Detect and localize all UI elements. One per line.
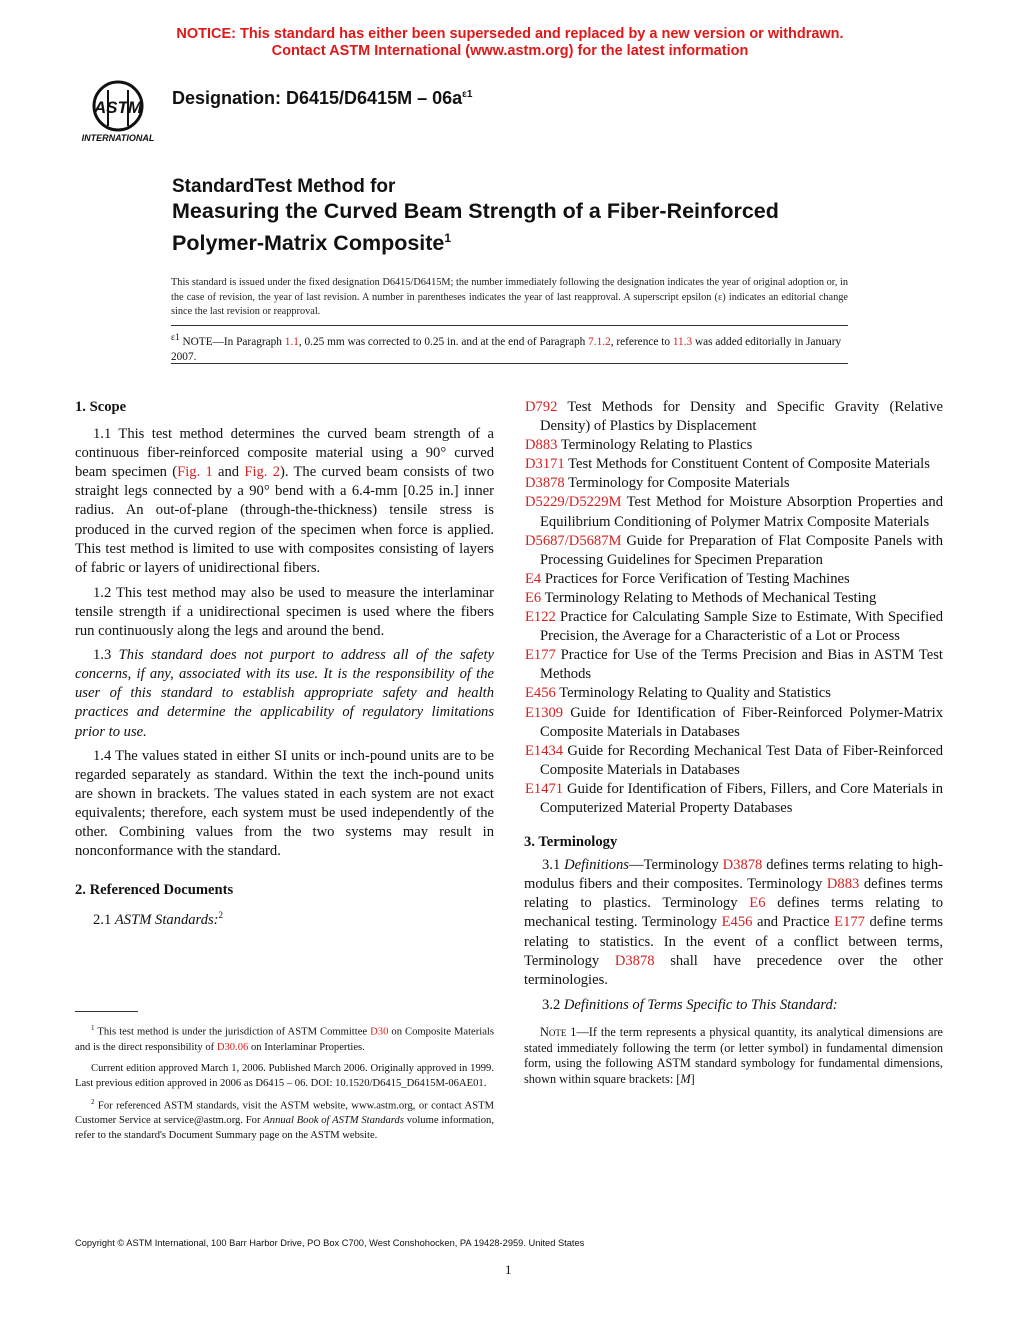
referenced-documents-heading: 2. Referenced Documents <box>75 882 234 899</box>
scope-1-1-text-2: ). The curved beam consists of two straight legs connected by a 90° bend with a 6.4-mm [0.25 in.] inner radius. An out-of-plane (through-the-thickness) tensile stress is produced in the curved region of the specimen when force is applied. This test method is limited to use with composites consisting of layers of fabric or layers of unidirectional fibers. <box>75 464 495 576</box>
designation <box>172 88 472 109</box>
reference-title: Practices for Force Verification of Testing Machines <box>541 570 850 587</box>
terminology-para-3-1 <box>524 856 943 990</box>
title-footnote-mark: 1 <box>444 231 452 245</box>
reference-code-link[interactable]: D792 <box>525 399 558 415</box>
notice-line-2: Contact ASTM International (www.astm.org) for the latest information <box>271 43 749 59</box>
ref-e456-link[interactable]: E456 <box>721 914 753 931</box>
scope-1-1-and: and <box>212 464 245 481</box>
editorial-note <box>171 331 848 365</box>
reference-title: Guide for Preparation of Flat Composite Panels with Processing Guidelines for Specimen Preparation <box>540 532 943 568</box>
scope-heading: 1. Scope <box>75 399 127 415</box>
ref-e6-link[interactable]: E6 <box>749 895 766 912</box>
term-3-2-text: Definitions of Terms Specific to This Standard: <box>563 996 838 1013</box>
reference-item <box>509 474 943 493</box>
reference-item <box>509 436 943 455</box>
note-1-m: M <box>680 1071 691 1086</box>
divider-bottom <box>171 363 848 364</box>
committee-d30-link[interactable]: D30 <box>370 1026 389 1038</box>
term-3-1-num: 3.1 <box>542 857 565 874</box>
reference-code-link[interactable]: E4 <box>525 570 542 587</box>
figure-2-link[interactable]: Fig. 2 <box>244 464 280 481</box>
note-1-text: —If the term represents a physical quantity, its analytical dimensions are stated immediately following the term (or letter symbol) in fundamental dimension form, using the following ASTM standard symbology for fundamental dimensions, shown within square brackets: [ <box>524 1024 943 1086</box>
reference-code-link[interactable]: E1309 <box>525 704 564 721</box>
divider-top <box>171 325 848 326</box>
withdrawn-notice <box>0 26 1020 60</box>
designation-label: Designation: D6415/D6415M – 06a <box>172 88 463 108</box>
ref-e177-link[interactable]: E177 <box>834 914 865 931</box>
reference-title: Terminology Relating to Plastics <box>557 437 753 454</box>
paragraph-link-11-3[interactable]: 11.3 <box>672 335 693 348</box>
reference-code-link[interactable]: E122 <box>525 609 556 626</box>
subcommittee-d30-06-link[interactable]: D30.06 <box>216 1041 249 1053</box>
reference-title: Terminology Relating to Quality and Statistics <box>555 685 831 702</box>
left-column <box>75 398 494 930</box>
note-text-2: , 0.25 mm was corrected to 0.25 in. and at the end of Paragraph <box>298 335 589 348</box>
scope-1-3-num: 1.3 <box>93 647 119 664</box>
scope-1-3-text: This standard does not purport to address all of the safety concerns, if any, associated with its use. It is the responsibility of the user of this standard to establish appropriate safety and health practices and determine the applicability of regulatory limitations prior to use. <box>75 647 494 740</box>
title-line-3 <box>172 225 779 257</box>
reference-title: Terminology Relating to Methods of Mechanical Testing <box>541 589 877 606</box>
refdocs-2-1-num: 2.1 <box>93 912 115 929</box>
reference-title: Practice for Use of the Terms Precision and Bias in ASTM Test Methods <box>540 647 943 683</box>
logo-letters: ASTM <box>93 98 143 117</box>
reference-item <box>509 780 943 818</box>
terminology-para-3-2 <box>524 996 943 1015</box>
issued-statement: This standard is issued under the fixed designation D6415/D6415M; the number immediately following the designation indicates the year of original adoption or, in the case of revision, the year of last revision. A number in parentheses indicates the year of last reapproval. A superscript epsilon (ε) indicates an editorial change since the last revision or reapproval. <box>171 277 848 318</box>
scope-para-1-1 <box>75 425 494 578</box>
refdocs-para-2-1 <box>75 906 494 930</box>
reference-item <box>509 608 943 646</box>
copyright-footer: Copyright © ASTM International, 100 Barr Harbor Drive, PO Box C700, West Conshohocken, PA 19428-2959. United States <box>75 1238 585 1248</box>
astm-logo <box>74 76 164 146</box>
reference-title: Terminology for Composite Materials <box>564 475 790 492</box>
scope-para-1-2: 1.2 This test method may also be used to measure the interlaminar tensile strength if a unidirectional specimen is used where the fibers run continuously along the legs and around the bend. <box>75 584 494 640</box>
reference-code-link[interactable]: D5229/D5229M <box>525 494 622 511</box>
footnote-1 <box>75 1021 494 1055</box>
note-1 <box>524 1025 943 1087</box>
reference-code-link[interactable]: E456 <box>525 685 556 702</box>
note-text-3: , reference to <box>610 335 673 348</box>
footnote-1-mark: 1 <box>91 1024 95 1032</box>
reference-item <box>509 493 943 531</box>
note-text-4: was added editorially in January 2007. <box>171 335 842 363</box>
right-column <box>524 398 943 1087</box>
page-number: 1 <box>505 1262 512 1277</box>
document-title <box>172 176 779 257</box>
ref-d883-link[interactable]: D883 <box>826 876 860 893</box>
notice-line-1: NOTICE: This standard has either been superseded and replaced by a new version or withdrawn. <box>176 26 844 42</box>
footnote-1-text-1: This test method is under the jurisdiction of ASTM Committee <box>94 1026 371 1038</box>
scope-para-1-3 <box>75 646 494 741</box>
note-text-1: NOTE—In Paragraph <box>179 335 285 348</box>
title-line-1: StandardTest Method for <box>172 176 396 197</box>
logo-tagline: INTERNATIONAL <box>81 133 155 143</box>
reference-code-link[interactable]: E177 <box>525 647 556 664</box>
reference-title: Guide for Recording Mechanical Test Data of Fiber-Reinforced Composite Materials in Databases <box>540 742 943 778</box>
reference-title: Test Methods for Density and Specific Gravity (Relative Density) of Plastics by Displacement <box>540 399 943 435</box>
reference-item <box>509 684 943 703</box>
ref-d3878-link[interactable]: D3878 <box>722 857 763 874</box>
scope-para-1-4: 1.4 The values stated in either SI units or inch-pound units are to be regarded separately as standard. Within the text the inch-pound units are shown in brackets. The values stated in each system are not exact equivalents; therefore, each system must be used independently of the other. Combining values from the two systems may result in nonconformance with the standard. <box>75 747 494 860</box>
footnote-divider <box>75 1011 138 1012</box>
scope-1-1-text: 1.1 This test method determines the curved beam strength of a continuous fiber-reinforced composite material using a 90° curved beam specimen ( <box>75 426 494 481</box>
term-3-1-t5: and Practice <box>752 914 835 931</box>
reference-item <box>509 704 943 742</box>
reference-title: Practice for Calculating Sample Size to Estimate, With Specified Precision, the Average for a Characteristic of a Lot or Process <box>540 609 943 645</box>
reference-code-link[interactable]: E1471 <box>525 780 564 797</box>
paragraph-link-1-1[interactable]: 1.1 <box>284 335 299 348</box>
footnote-1-edition: Current edition approved March 1, 2006. Published March 2006. Originally approved in 1999. Last previous edition approved in 2006 as D6415 – 06. DOI: 10.1520/D6415_D6415M-06AE01. <box>75 1062 494 1089</box>
footnote-1-text-3: on Interlaminar Properties. <box>248 1041 365 1053</box>
title-line-3-text: Polymer-Matrix Composite <box>172 231 445 256</box>
term-3-1-t6: define terms relating to statistics. In the event of a conflict between terms, Terminology <box>524 914 943 969</box>
footnote-1-text-2: on Composite Materials and is the direct responsibility of <box>75 1026 494 1053</box>
reference-title: Guide for Identification of Fibers, Fillers, and Core Materials in Computerized Material Property Databases <box>540 780 943 816</box>
reference-item <box>509 398 943 436</box>
refdocs-footnote-mark: 2 <box>218 910 224 921</box>
footnote-2-italic: Annual Book of ASTM Standards <box>263 1115 404 1127</box>
footnote-2-text-2: volume information, refer to the standard's Document Summary page on the ASTM website. <box>75 1115 494 1142</box>
title-line-2: Measuring the Curved Beam Strength of a Fiber-Reinforced <box>172 199 779 223</box>
refdocs-2-1-text: ASTM Standards: <box>114 912 219 929</box>
term-3-1-t2: defines terms relating to high-modulus fibers and their composites. Terminology <box>524 857 943 893</box>
footnote-2-mark: 2 <box>91 1097 95 1106</box>
reference-title: Guide for Identification of Fiber-Reinforced Polymer-Matrix Composite Materials in Databases <box>540 704 943 740</box>
footnote-2-text-1: For referenced ASTM standards, visit the ASTM website, www.astm.org, or contact ASTM Customer Service at service@astm.org. For <box>75 1100 494 1127</box>
footnote-2 <box>75 1095 494 1144</box>
paragraph-link-7-1-2[interactable]: 7.1.2 <box>588 335 611 348</box>
reference-code-link[interactable]: E6 <box>525 589 542 606</box>
reference-code-link[interactable]: D3878 <box>525 475 565 492</box>
reference-title: Test Method for Moisture Absorption Properties and Equilibrium Conditioning of Polymer Matrix Composite Materials <box>540 494 943 530</box>
term-3-1-t3: defines terms relating to plastics. Terminology <box>524 876 943 912</box>
note-1-label: Note 1 <box>540 1024 577 1039</box>
designation-superscript: ε1 <box>462 89 473 100</box>
reference-item <box>509 455 943 474</box>
astm-logo-icon <box>74 76 164 146</box>
term-3-1-t1: —Terminology <box>628 857 723 874</box>
term-3-2-num: 3.2 <box>542 996 564 1013</box>
reference-code-link[interactable]: E1434 <box>525 742 564 759</box>
epsilon-mark: ε1 <box>171 333 180 343</box>
reference-item <box>509 742 943 780</box>
reference-item <box>509 646 943 684</box>
terminology-heading: 3. Terminology <box>524 834 618 851</box>
reference-item <box>509 589 943 608</box>
reference-code-link[interactable]: D5687/D5687M <box>525 532 622 549</box>
term-3-1-t4: defines terms relating to mechanical testing. Terminology <box>524 895 943 931</box>
reference-list <box>524 398 943 818</box>
term-3-1-t7: shall have precedence over the other terminologies. <box>524 952 943 988</box>
footnotes <box>75 1021 494 1143</box>
reference-code-link[interactable]: D883 <box>525 437 558 454</box>
note-1-end: ] <box>690 1071 695 1086</box>
reference-title: Test Methods for Constituent Content of Composite Materials <box>564 456 930 473</box>
figure-1-link[interactable]: Fig. 1 <box>177 464 213 481</box>
reference-item <box>509 532 943 570</box>
reference-item <box>509 570 943 589</box>
ref-d3878-link-2[interactable]: D3878 <box>614 952 655 969</box>
reference-code-link[interactable]: D3171 <box>525 456 565 473</box>
term-3-1-term: Definitions <box>564 857 629 874</box>
